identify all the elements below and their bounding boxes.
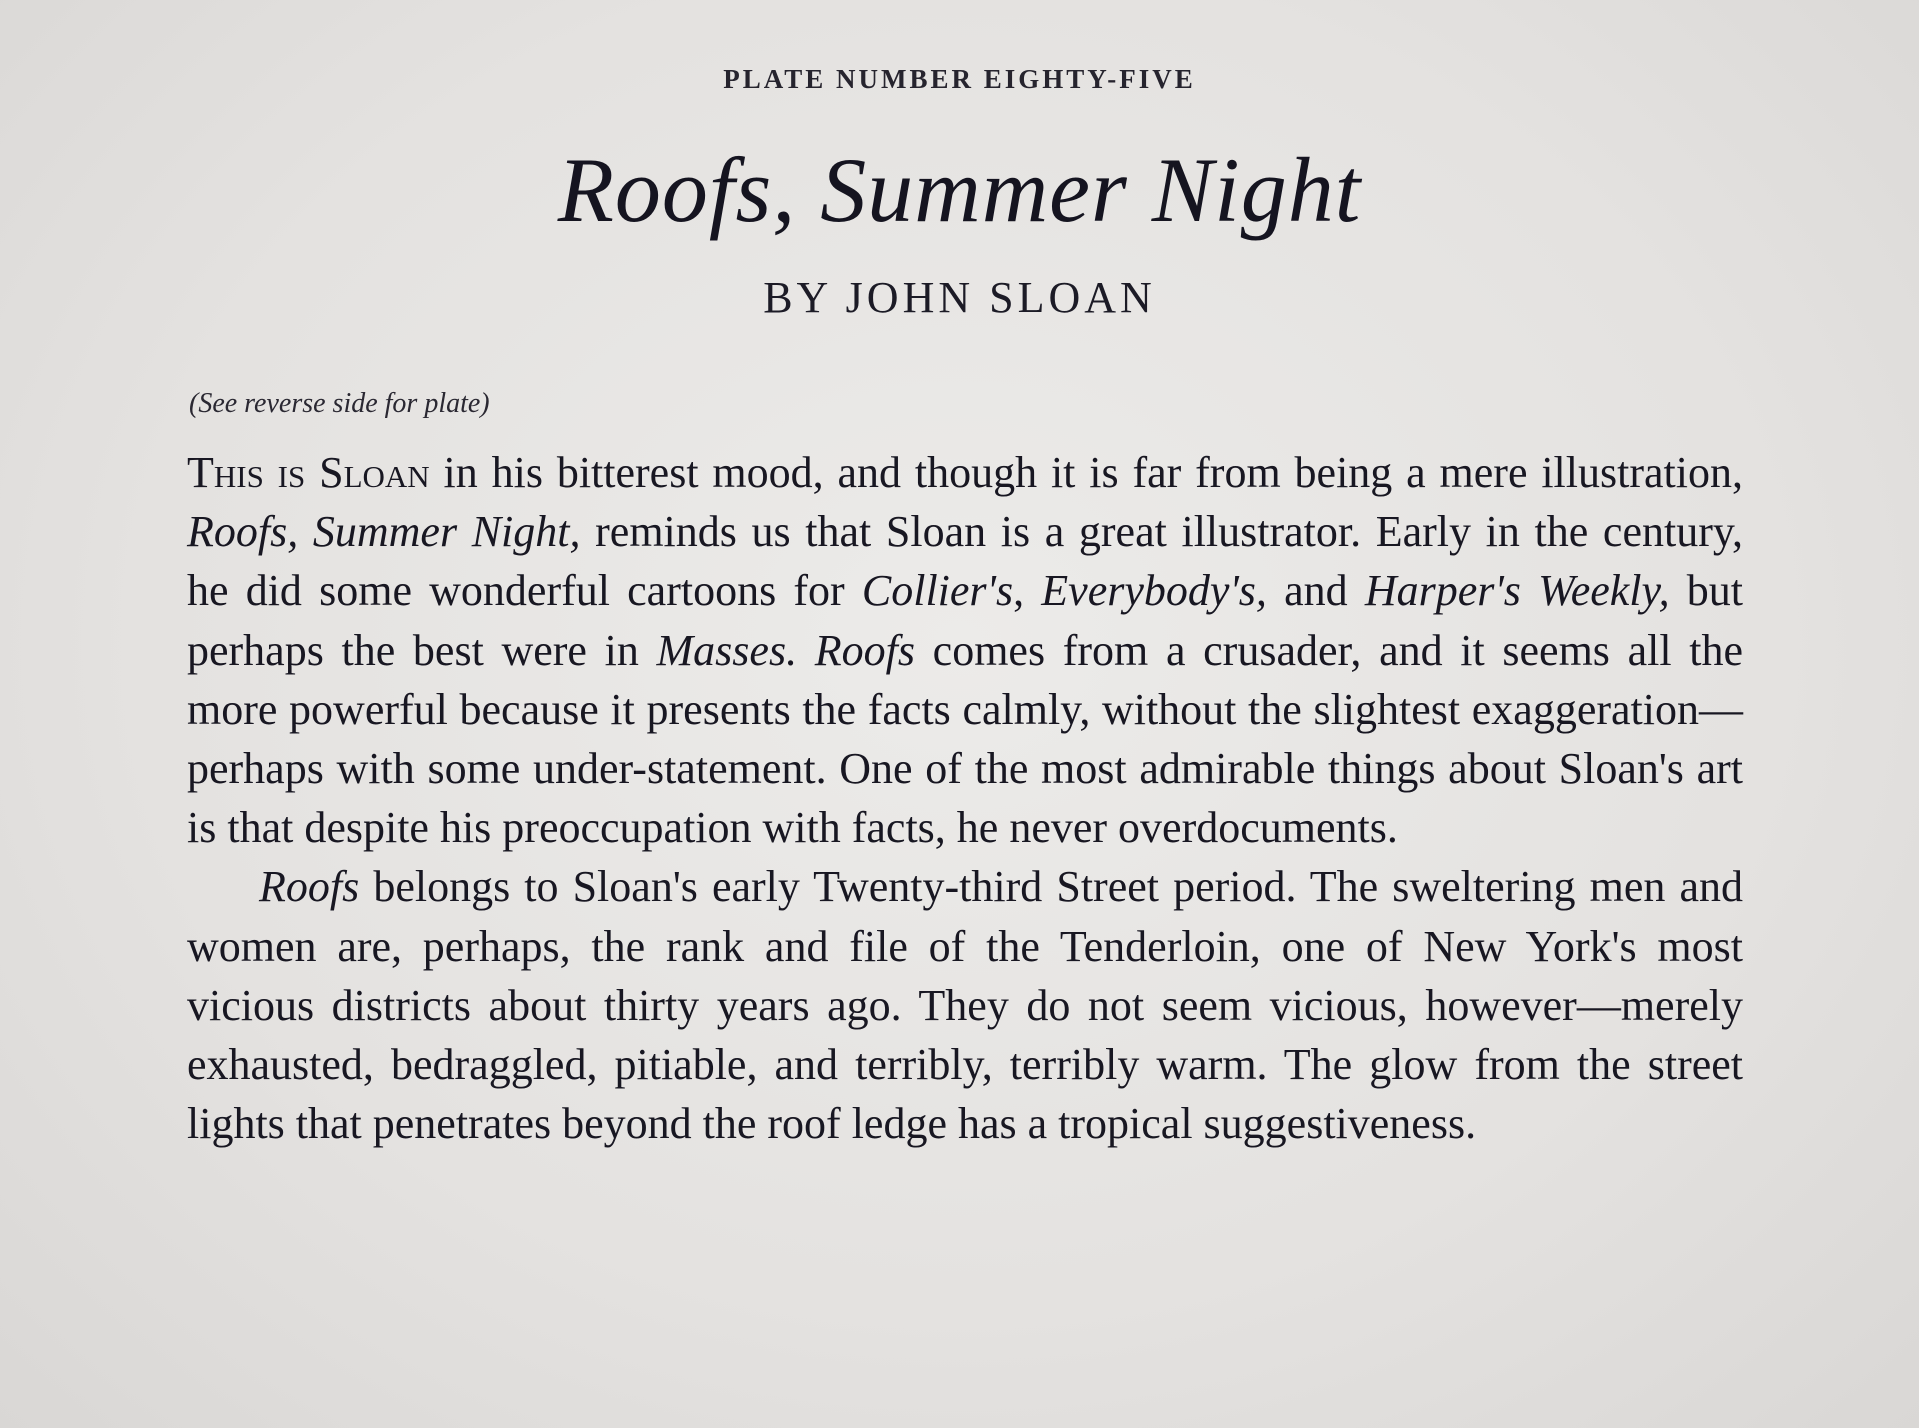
italic-title: Roofs bbox=[814, 625, 915, 675]
artwork-title: Roofs, Summer Night bbox=[557, 139, 1362, 241]
italic-title: Masses. bbox=[656, 625, 798, 675]
text-run: and bbox=[1266, 566, 1365, 616]
text-run: belongs to Sloan's early Twenty-third Street period. The sweltering men and women are, perhaps, the rank and file of the Tenderloin, one of New York's most vicious districts about thirty years ago. They do not seem vicious, however—merely exhausted, bedraggled, pitiable, and terribly, terribly warm. The glow from the street lights that penetrates beyond the roof ledge has a tropical suggestiveness. bbox=[187, 862, 1743, 1149]
italic-title: Harper's Weekly, bbox=[1364, 566, 1670, 616]
text-run: comes from a crusader, and it seems all the more powerful because it presents the facts calmly, without the slightest exaggeration—perhaps with some under-statement. One of the most admirable things about Sloan's art is that despite his preoccupation with facts, he never overdocuments. bbox=[187, 625, 1743, 853]
italic-title: Everybody's, bbox=[1041, 566, 1267, 616]
lead-in-name: Sloan bbox=[319, 448, 430, 497]
reverse-side-note: (See reverse side for plate) bbox=[189, 388, 490, 419]
text-run: but perhaps the best were in bbox=[187, 566, 1744, 675]
lead-in-words: This is bbox=[187, 448, 306, 497]
commentary-text bbox=[187, 443, 1743, 1153]
text-run: , bbox=[1013, 566, 1042, 616]
text-run: reminds us that Sloan is a great illustrator. Early in the century, he did some wonderful cartoons for bbox=[187, 507, 1743, 616]
italic-title: Roofs, Summer Night, bbox=[187, 507, 581, 557]
paragraph-2 bbox=[187, 857, 1743, 1153]
paragraph-1 bbox=[187, 443, 1743, 857]
text-run bbox=[797, 626, 815, 675]
artist-byline: BY JOHN SLOAN bbox=[763, 273, 1156, 322]
plate-number-heading: PLATE NUMBER EIGHTY-FIVE bbox=[723, 64, 1196, 94]
italic-title: Roofs bbox=[259, 862, 360, 912]
italic-title: Collier's bbox=[861, 566, 1014, 616]
text-run: in his bitterest mood, and though it is far from being a mere illustration, bbox=[429, 448, 1743, 497]
